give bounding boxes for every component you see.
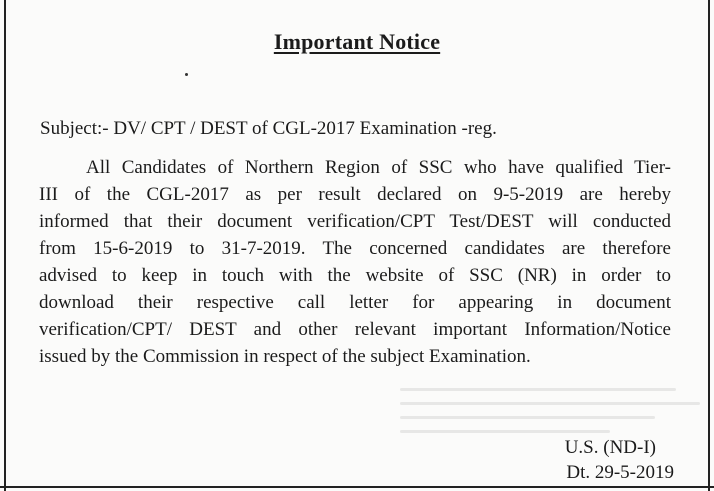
scan-border-bottom [0, 486, 714, 488]
body-line: III of the CGL-2017 as per result declared on 9-5-2019 are hereby [39, 184, 671, 205]
body-line: download their respective call letter for appearing in document [39, 292, 671, 313]
body-line: verification/CPT/ DEST and other relevant important Information/Notice [39, 319, 671, 340]
scan-border-left [4, 0, 6, 491]
body-line: informed that their document verification/CPT Test/DEST will conducted [39, 211, 671, 232]
body-line: advised to keep in touch with the website of SSC (NR) in order to [39, 265, 671, 286]
notice-title: Important Notice [273, 29, 441, 54]
body-line: All Candidates of Northern Region of SSC who have qualified Tier- [86, 157, 671, 178]
scan-speck [185, 73, 188, 76]
scan-border-right [708, 0, 710, 491]
body-line: from 15-6-2019 to 31-7-2019. The concerned candidates are therefore [39, 238, 671, 259]
signatory: U.S. (ND-I) [564, 437, 656, 458]
notice-date: Dt. 29-5-2019 [566, 462, 674, 483]
body-line: issued by the Commission in respect of the subject Examination. [39, 346, 531, 367]
notice-subject: Subject:- DV/ CPT / DEST of CGL-2017 Examination -reg. [40, 118, 497, 139]
